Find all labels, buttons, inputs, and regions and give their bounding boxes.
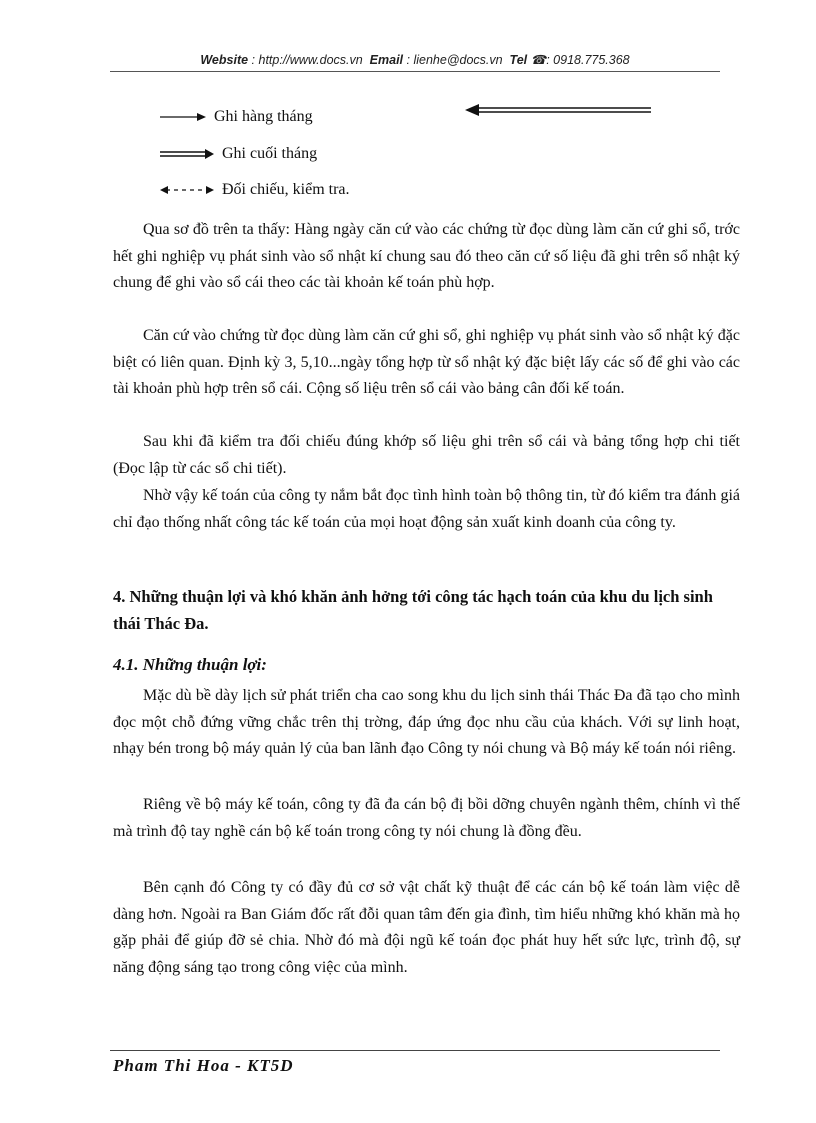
paragraph-7: Bên cạnh đó Công ty có đầy đủ cơ sở vật chất kỹ thuật để các cán bộ kế toán làm việc dễ dàng hơn. Ngoài ra Ban Giám đốc rất đỗi quan tâm đến gia đình, tìm hiểu những khó khăn mà họ gặp phải để giúp đỡ sẻ chia. Nhờ đó mà đội ngũ kế toán đọc phát huy hết sức lực, trình độ, sự năng động sáng tạo trong công việc của mình. <box>113 879 740 976</box>
subsection-heading: 4.1. Những thuận lợi: <box>113 655 267 674</box>
arrow-right-icon <box>160 111 206 123</box>
paragraph-2: Căn cứ vào chứng từ đọc dùng làm căn cứ ghi sổ, ghi nghiệp vụ phát sinh vào sổ nhật ký đặc biệt có liên quan. Định kỳ 3, 5,10...ngày tổng hợp từ sổ nhật ký đặc biệt lấy các số để ghi vào các tài khoản phù hợp trên sổ cái. Cộng số liệu trên sổ cái vào bảng cân đối kế toán. <box>113 327 740 397</box>
legend-end-of-month <box>160 145 317 163</box>
section-heading: 4. Những thuận lợi và khó khăn ảnh hởng tới công tác hạch toán của khu du lịch sinh thái Thác Đa. <box>113 587 713 633</box>
legend-reconcile <box>160 181 350 199</box>
paragraph-4: Nhờ vậy kế toán của công ty nắm bắt đọc tình hình toàn bộ thông tin, từ đó kiểm tra đánh giá chỉ đạo thống nhất công tác kế toán của mọi hoạt động sản xuất kinh doanh của công ty. <box>113 487 740 531</box>
page-footer: Pham Thi Hoa - KT5D <box>113 1056 294 1075</box>
legend-monthly-label: Ghi hàng tháng <box>214 108 313 125</box>
double-arrow-left-icon <box>465 103 653 117</box>
email-label: Email <box>369 53 404 67</box>
paragraph-6: Riêng về bộ máy kế toán, công ty đã đa cán bộ đị bồi dỡng chuyên ngành thêm, chính vì thế mà trình độ tay nghề cán bộ kế toán trong công ty nói chung là đồng đều. <box>113 796 740 840</box>
double-arrow-right-icon <box>160 148 214 160</box>
legend-reconcile-label: Đối chiếu, kiểm tra. <box>222 181 350 198</box>
footer-divider <box>110 1050 720 1051</box>
paragraph-1: Qua sơ đồ trên ta thấy: Hàng ngày căn cứ vào các chứng từ đọc dùng làm căn cứ ghi sổ, trớc hết ghi nghiệp vụ phát sinh vào sổ nhật kí chung sau đó theo căn cứ số liệu đã ghi trên sổ nhật ký chung để ghi vào sổ cái theo các tài khoản kế toán phù hợp. <box>113 221 740 291</box>
phone-icon: ☎ <box>530 53 547 67</box>
page-header <box>110 52 720 67</box>
header-divider <box>110 71 720 72</box>
legend-end-of-month-label: Ghi cuối tháng <box>222 145 318 162</box>
tel-value: : 0918.775.368 <box>546 53 630 67</box>
website-value[interactable]: : http://www.docs.vn <box>251 53 363 67</box>
paragraph-3: Sau khi đã kiểm tra đối chiếu đúng khớp số liệu ghi trên sổ cái và bảng tổng hợp chi tiết (Đọc lập từ các sổ chi tiết). <box>113 433 740 477</box>
website-label: Website <box>200 53 249 67</box>
tel-label: Tel <box>509 53 528 67</box>
email-value[interactable]: : lienhe@docs.vn <box>406 53 503 67</box>
legend-monthly <box>160 108 313 126</box>
dashed-double-arrow-icon <box>160 184 214 196</box>
paragraph-5: Mặc dù bề dày lịch sử phát triển cha cao song khu du lịch sinh thái Thác Đa đã tạo cho mình đọc một chỗ đứng vững chắc trên thị trờng, đáp ứng đọc nhu cầu của khách. Với sự linh hoạt, nhạy bén trong bộ máy quản lý của ban lãnh đạo Công ty nói chung và Bộ máy kế toán nói riêng. <box>113 687 740 757</box>
